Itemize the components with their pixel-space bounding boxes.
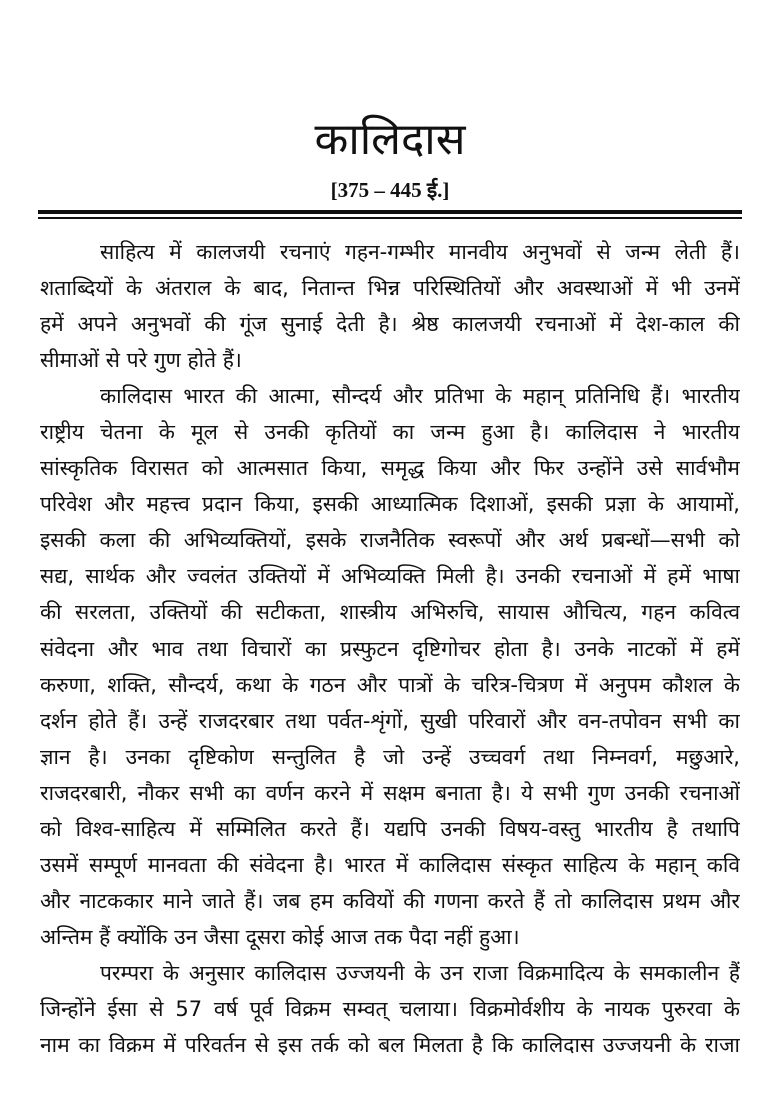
text-line: सीमाओं से परे गुण होते हैं। xyxy=(40,348,242,373)
text-line: शताब्दियों के अंतराल के बाद, नितान्त भिन्न परिस्थितियों और अवस्थाओं में भी उनमें xyxy=(40,276,740,301)
text-line: परम्परा के अनुसार कालिदास उज्जयनी के उन राजा विक्रमादित्य के समकालीन हैं xyxy=(100,960,740,985)
text-line: ज्ञान है। उनका दृष्टिकोण सन्तुलित है जो उन्हें उच्चवर्ग तथा निम्नवर्ग, मछुआरे, xyxy=(40,744,740,769)
text-line: हमें अपने अनुभवों की गूंज सुनाई देती है। श्रेष्ठ कालजयी रचनाओं में देश-काल की xyxy=(40,312,740,337)
text-line: नाम का विक्रम में परिवर्तन से इस तर्क को बल मिलता है कि कालिदास उज्जयनी के राजा xyxy=(40,1033,740,1058)
text-line: अन्तिम हैं क्योंकि उन जैसा दूसरा कोई आज तक पैदा नहीं हुआ। xyxy=(40,924,520,949)
text-line: कालिदास भारत की आत्मा, सौन्दर्य और प्रतिभा के महान् प्रतिनिधि हैं। भारतीय xyxy=(100,384,740,409)
text-line: राष्ट्रीय चेतना के मूल से उनकी कृतियों का जन्म हुआ है। कालिदास ने भारतीय xyxy=(40,420,740,445)
text-line: इसकी कला की अभिव्यक्तियों, इसके राजनैतिक स्वरूपों और अर्थ प्रबन्धों—सभी को xyxy=(40,528,740,553)
text-line: जिन्होंने ईसा से 57 वर्ष पूर्व विक्रम सम्वत् चलाया। विक्रमोर्वशीय के नायक पुरुरवा के xyxy=(40,996,740,1021)
text-line: संवेदना और भाव तथा विचारों का प्रस्फुटन दृष्टिगोचर होता है। उनके नाटकों में हमें xyxy=(40,636,740,661)
divider-thick xyxy=(38,210,742,214)
text-line: परिवेश और महत्त्व प्रदान किया, इसकी आध्यात्मिक दिशाओं, इसकी प्रज्ञा के आयामों, xyxy=(40,492,740,517)
text-line: करुणा, शक्ति, सौन्दर्य, कथा के गठन और पात्रों के चरित्र-चित्रण में अनुपम कौशल के xyxy=(40,672,740,697)
text-line: सांस्कृतिक विरासत को आत्मसात किया, समृद्ध किया और फिर उन्होंने उसे सार्वभौम xyxy=(40,456,740,481)
body-text xyxy=(40,234,740,1063)
text-line: राजदरबारी, नौकर सभी का वर्णन करने में सक्षम बनाता है। ये सभी गुण उनकी रचनाओं xyxy=(40,780,740,805)
page-title: कालिदास xyxy=(314,114,466,165)
text-line: को विश्व-साहित्य में सम्मिलित करते हैं। यद्यपि उनकी विषय-वस्तु भारतीय है तथापि xyxy=(40,816,740,841)
date-range: [375 – 445 ई.] xyxy=(330,178,450,202)
text-line: की सरलता, उक्तियों की सटीकता, शास्त्रीय अभिरुचि, सायास औचित्य, गहन कवित्व xyxy=(40,600,740,625)
text-line: दर्शन होते हैं। उन्हें राजदरबार तथा पर्वत-शृंगों, सुखी परिवारों और वन-तपोवन सभी का xyxy=(40,708,740,733)
text-line: उसमें सम्पूर्ण मानवता की संवेदना है। भारत में कालिदास संस्कृत साहित्य के महान् कवि xyxy=(40,852,740,877)
text-line: और नाटककार माने जाते हैं। जब हम कवियों की गणना करते हैं तो कालिदास प्रथम और xyxy=(40,888,740,913)
divider-thin xyxy=(38,217,742,219)
text-line: सद्य, सार्थक और ज्वलंत उक्तियों में अभिव्यक्ति मिली है। उनकी रचनाओं में हमें भाषा xyxy=(40,564,740,589)
text-line: साहित्य में कालजयी रचनाएं गहन-गम्भीर मानवीय अनुभवों से जन्म लेती हैं। xyxy=(100,240,740,264)
